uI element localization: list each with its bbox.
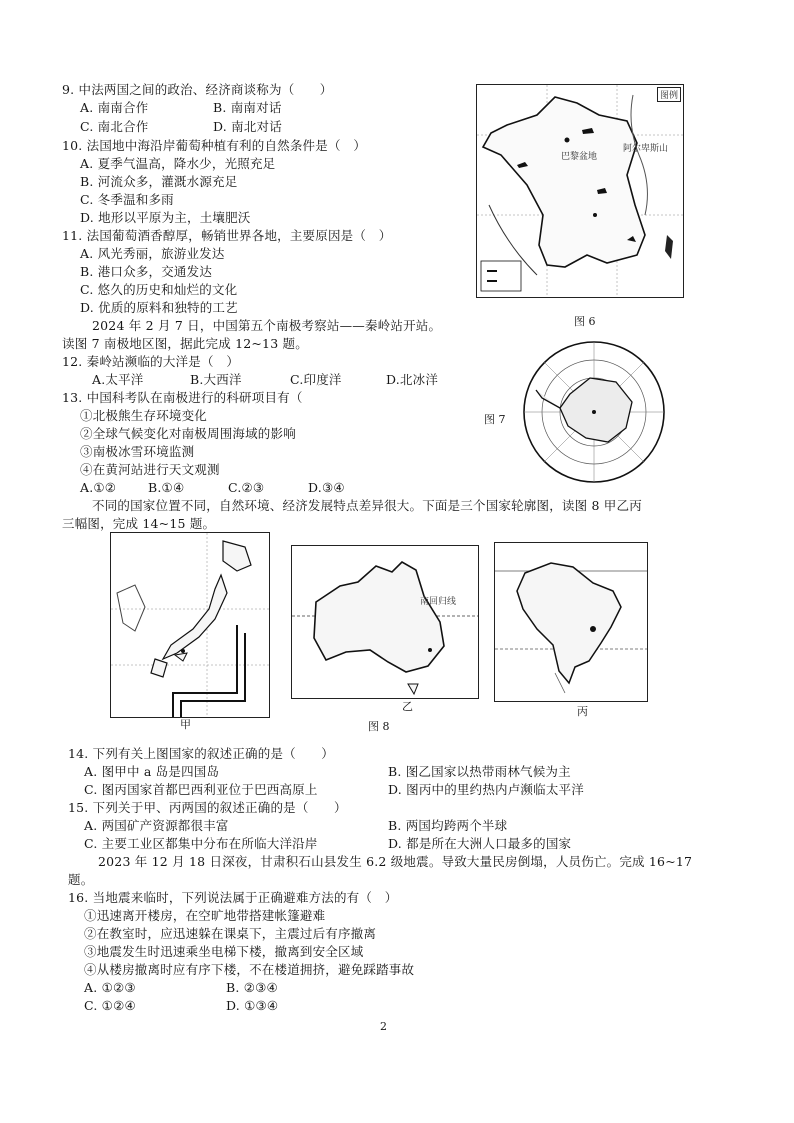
q10-option-a: A. 夏季气温高，降水少，光照充足 (80, 156, 276, 171)
q13-item-4: ④在黄河站进行天文观测 (80, 462, 220, 477)
q10-option-c: C. 冬季温和多雨 (80, 192, 174, 207)
brazil-map (494, 542, 648, 702)
q16-item-1: ①迅速离开楼房，在空旷地带搭建帐篷避难 (84, 908, 326, 923)
q14-option-d: D. 图丙中的里约热内卢濒临太平洋 (388, 782, 584, 797)
q16-option-a: A. ①②③ (84, 980, 136, 995)
q13-option-c: C.②③ (228, 480, 265, 495)
q12-option-d: D.北冰洋 (386, 372, 439, 387)
q12-stem: 12. 秦岭站濒临的大洋是（ ） (62, 354, 240, 369)
q15-option-c: C. 主要工业区都集中分布在所临大洋沿岸 (84, 836, 318, 851)
fig6-alps-label: 阿尔卑斯山 (623, 144, 669, 154)
intro-14-15-line1: 不同的国家位置不同，自然环境、经济发展特点差异很大。下面是三个国家轮廓图，读图 8 甲乙丙 (92, 498, 642, 513)
intro-16-17-line2: 题。 (68, 872, 94, 887)
q9-option-a: A. 南南合作 (80, 100, 149, 115)
q13-item-1: ①北极熊生存环境变化 (80, 408, 208, 423)
q14-option-c: C. 图丙国家首都巴西利亚位于巴西高原上 (84, 782, 318, 797)
q10-option-d: D. 地形以平原为主，土壤肥沃 (80, 210, 251, 225)
q9-option-c: C. 南北合作 (80, 119, 149, 134)
q16-option-b: B. ②③④ (226, 980, 278, 995)
q16-item-4: ④从楼房撤离时应有序下楼，不在楼道拥挤，避免踩踏事故 (84, 962, 415, 977)
q13-option-d: D.③④ (308, 480, 345, 495)
intro-12-13-line2: 读图 7 南极地区图，据此完成 12~13 题。 (62, 336, 308, 351)
q16-option-c: C. ①②④ (84, 998, 136, 1013)
q11-option-b: B. 港口众多，交通发达 (80, 264, 213, 279)
q11-option-a: A. 风光秀丽，旅游业发达 (80, 246, 225, 261)
q14-stem: 14. 下列有关上图国家的叙述正确的是（ ） (68, 746, 334, 761)
q14-option-b: B. 图乙国家以热带雨林气候为主 (388, 764, 571, 779)
q10-stem: 10. 法国地中海沿岸葡萄种植有利的自然条件是（ ） (62, 138, 367, 153)
q15-stem: 15. 下列关于甲、丙两国的叙述正确的是（ ） (68, 800, 347, 815)
fig8-tropic-label: 南回归线 (420, 597, 457, 607)
q15-option-a: A. 两国矿产资源都很丰富 (84, 818, 229, 833)
q16-item-2: ②在教室时，应迅速躲在课桌下，主震过后有序撤离 (84, 926, 377, 941)
france-map (476, 84, 684, 298)
q13-item-2: ②全球气候变化对南极周围海域的影响 (80, 426, 296, 441)
q14-option-a: A. 图甲中 a 岛是四国岛 (84, 764, 220, 779)
q11-stem: 11. 法国葡萄酒香醇厚，畅销世界各地，主要原因是（ ） (62, 228, 392, 243)
q15-option-b: B. 两国均跨两个半球 (388, 818, 508, 833)
q10-option-b: B. 河流众多，灌溉水源充足 (80, 174, 238, 189)
fig6-paris-label: 巴黎盆地 (561, 152, 598, 162)
q15-option-d: D. 都是所在大洲人口最多的国家 (388, 836, 572, 851)
q12-option-a: A.太平洋 (92, 372, 144, 387)
fig6-legend-tag: 图例 (657, 87, 681, 102)
q13-stem: 13. 中国科考队在南极进行的科研项目有（ (62, 390, 303, 405)
figure-8-yi-label: 乙 (402, 700, 413, 713)
q12-option-b: B.大西洋 (190, 372, 242, 387)
q16-stem: 16. 当地震来临时，下列说法属于正确避难方法的有（ ） (68, 890, 398, 905)
q9-option-d: D. 南北对话 (213, 119, 282, 134)
figure-7-caption: 图 7 (484, 413, 506, 426)
antarctica-map (520, 338, 668, 486)
australia-map (291, 545, 479, 699)
figure-8-jia-label: 甲 (180, 718, 191, 731)
intro-12-13-line1: 2024 年 2 月 7 日，中国第五个南极考察站——秦岭站开站。 (92, 318, 442, 333)
q11-option-c: C. 悠久的历史和灿烂的文化 (80, 282, 238, 297)
q9-stem: 9. 中法两国之间的政治、经济商谈称为（ ） (62, 82, 333, 97)
q16-option-d: D. ①③④ (226, 998, 279, 1013)
q13-item-3: ③南极冰雪环境监测 (80, 444, 195, 459)
q11-option-d: D. 优质的原料和独特的工艺 (80, 300, 238, 315)
page-number: 2 (380, 1020, 387, 1033)
figure-6-caption: 图 6 (574, 315, 596, 328)
q13-option-a: A.①② (80, 480, 117, 495)
q13-option-b: B.①④ (148, 480, 185, 495)
q12-option-c: C.印度洋 (290, 372, 342, 387)
figure-8-bing-label: 丙 (577, 705, 588, 718)
japan-map (110, 532, 270, 718)
figure-8-caption: 图 8 (368, 720, 390, 733)
intro-14-15-line2: 三幅图，完成 14~15 题。 (62, 516, 216, 531)
q16-item-3: ③地震发生时迅速乘坐电梯下楼，撤离到安全区域 (84, 944, 364, 959)
intro-16-17-line1: 2023 年 12 月 18 日深夜，甘肃积石山县发生 6.2 级地震。导致大量民房倒塌，人员伤亡。完成 16~17 (98, 854, 693, 869)
q9-option-b: B. 南南对话 (213, 100, 282, 115)
